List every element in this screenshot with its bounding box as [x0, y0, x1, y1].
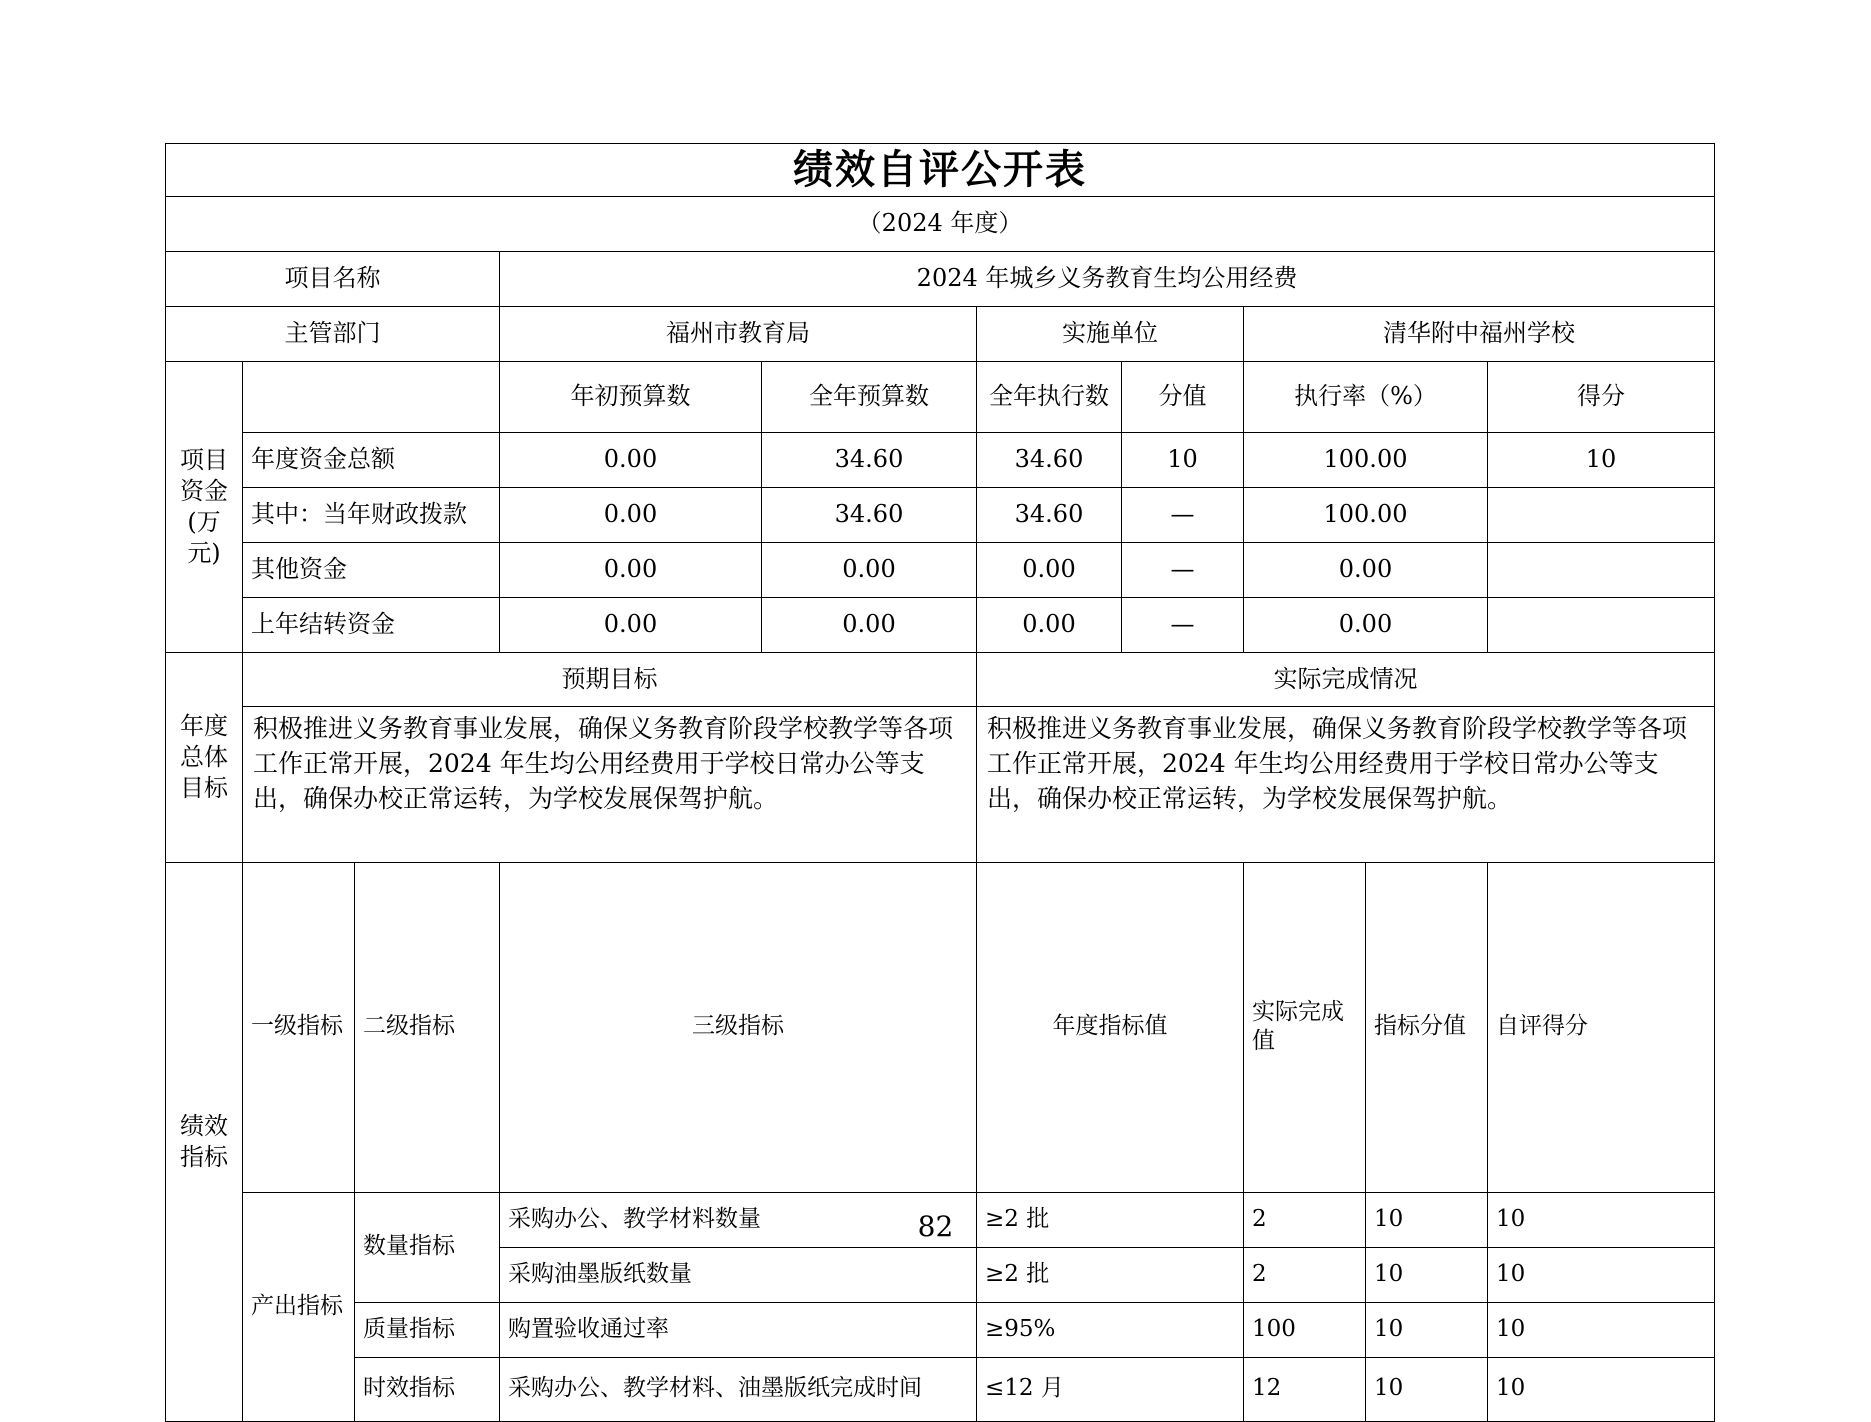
funds-cell	[1488, 598, 1715, 653]
indicators-section-label: 绩效 指标	[166, 863, 243, 1422]
funds-cell: 0.00	[762, 543, 977, 598]
ind-level3: 采购油墨版纸数量	[500, 1247, 977, 1302]
ind-score: 10	[1488, 1192, 1715, 1247]
funds-header-annual-budget: 全年预算数	[762, 362, 977, 433]
ind-score: 10	[1488, 1357, 1715, 1421]
table-title: 绩效自评公开表	[166, 144, 1715, 197]
funds-row-label: 其中：当年财政拨款	[243, 488, 500, 543]
funds-row-label: 其他资金	[243, 543, 500, 598]
ind-weight: 10	[1366, 1247, 1488, 1302]
funds-header-weight: 分值	[1122, 362, 1244, 433]
funds-cell: 10	[1488, 433, 1715, 488]
ind-target: ≤12 月	[977, 1357, 1244, 1421]
ind-actual: 2	[1244, 1247, 1366, 1302]
page-number: 82	[917, 1210, 954, 1243]
funds-cell	[1488, 543, 1715, 598]
ind-header-weight: 指标分值	[1366, 863, 1488, 1193]
expected-goal-label: 预期目标	[243, 653, 977, 707]
funds-cell: —	[1122, 488, 1244, 543]
funds-cell: 0.00	[762, 598, 977, 653]
funds-cell: —	[1122, 598, 1244, 653]
actual-result-text: 积极推进义务教育事业发展，确保义务教育阶段学校教学等各项工作正常开展，2024 年生均公用经费用于学校日常办公等支出，确保办校正常运转，为学校发展保驾护航。	[977, 707, 1715, 863]
ind-level2: 数量指标	[355, 1192, 500, 1302]
year-label: （2024 年度）	[166, 197, 1715, 252]
impl-unit-label: 实施单位	[977, 307, 1244, 362]
funds-header-blank	[243, 362, 500, 433]
ind-header-target: 年度指标值	[977, 863, 1244, 1193]
funds-row-label: 年度资金总额	[243, 433, 500, 488]
ind-target: ≥2 批	[977, 1247, 1244, 1302]
funds-cell: 10	[1122, 433, 1244, 488]
actual-result-label: 实际完成情况	[977, 653, 1715, 707]
funds-cell: 0.00	[1244, 598, 1488, 653]
ind-score: 10	[1488, 1247, 1715, 1302]
ind-header-level3: 三级指标	[500, 863, 977, 1193]
project-name-value: 2024 年城乡义务教育生均公用经费	[500, 252, 1715, 307]
dept-value: 福州市教育局	[500, 307, 977, 362]
ind-level2: 质量指标	[355, 1302, 500, 1357]
impl-unit-value: 清华附中福州学校	[1244, 307, 1715, 362]
funds-row-label: 上年结转资金	[243, 598, 500, 653]
funds-cell: 0.00	[500, 488, 762, 543]
funds-cell: 100.00	[1244, 433, 1488, 488]
ind-actual: 2	[1244, 1192, 1366, 1247]
ind-level3: 采购办公、教学材料、油墨版纸完成时间	[500, 1357, 977, 1421]
ind-level3: 采购办公、教学材料数量	[500, 1192, 977, 1247]
ind-weight: 10	[1366, 1302, 1488, 1357]
funds-cell: 34.60	[762, 488, 977, 543]
funds-header-executed: 全年执行数	[977, 362, 1122, 433]
funds-cell: 34.60	[762, 433, 977, 488]
funds-header-initial-budget: 年初预算数	[500, 362, 762, 433]
expected-goal-text: 积极推进义务教育事业发展，确保义务教育阶段学校教学等各项工作正常开展，2024 年生均公用经费用于学校日常办公等支出，确保办校正常运转，为学校发展保驾护航。	[243, 707, 977, 863]
ind-target: ≥95%	[977, 1302, 1244, 1357]
funds-cell: 34.60	[977, 433, 1122, 488]
funds-cell: 0.00	[500, 543, 762, 598]
funds-header-score: 得分	[1488, 362, 1715, 433]
ind-header-level1: 一级指标	[243, 863, 355, 1193]
ind-header-level2: 二级指标	[355, 863, 500, 1193]
funds-cell: 0.00	[977, 598, 1122, 653]
ind-header-score: 自评得分	[1488, 863, 1715, 1193]
ind-actual: 100	[1244, 1302, 1366, 1357]
ind-target: ≥2 批	[977, 1192, 1244, 1247]
ind-header-actual: 实际完成值	[1244, 863, 1366, 1193]
dept-label: 主管部门	[166, 307, 500, 362]
ind-score: 10	[1488, 1302, 1715, 1357]
funds-cell: —	[1122, 543, 1244, 598]
funds-header-exec-rate: 执行率（%）	[1244, 362, 1488, 433]
funds-cell: 0.00	[977, 543, 1122, 598]
funds-cell: 0.00	[1244, 543, 1488, 598]
funds-cell	[1488, 488, 1715, 543]
ind-level3: 购置验收通过率	[500, 1302, 977, 1357]
ind-level2: 时效指标	[355, 1357, 500, 1421]
ind-level1: 产出指标	[243, 1192, 355, 1421]
ind-weight: 10	[1366, 1357, 1488, 1421]
project-name-label: 项目名称	[166, 252, 500, 307]
funds-cell: 0.00	[500, 598, 762, 653]
ind-actual: 12	[1244, 1357, 1366, 1421]
funds-cell: 0.00	[500, 433, 762, 488]
funds-section-label: 项目 资金 (万 元)	[166, 362, 243, 653]
goals-section-label: 年度 总体 目标	[166, 653, 243, 863]
ind-weight: 10	[1366, 1192, 1488, 1247]
funds-cell: 100.00	[1244, 488, 1488, 543]
funds-cell: 34.60	[977, 488, 1122, 543]
